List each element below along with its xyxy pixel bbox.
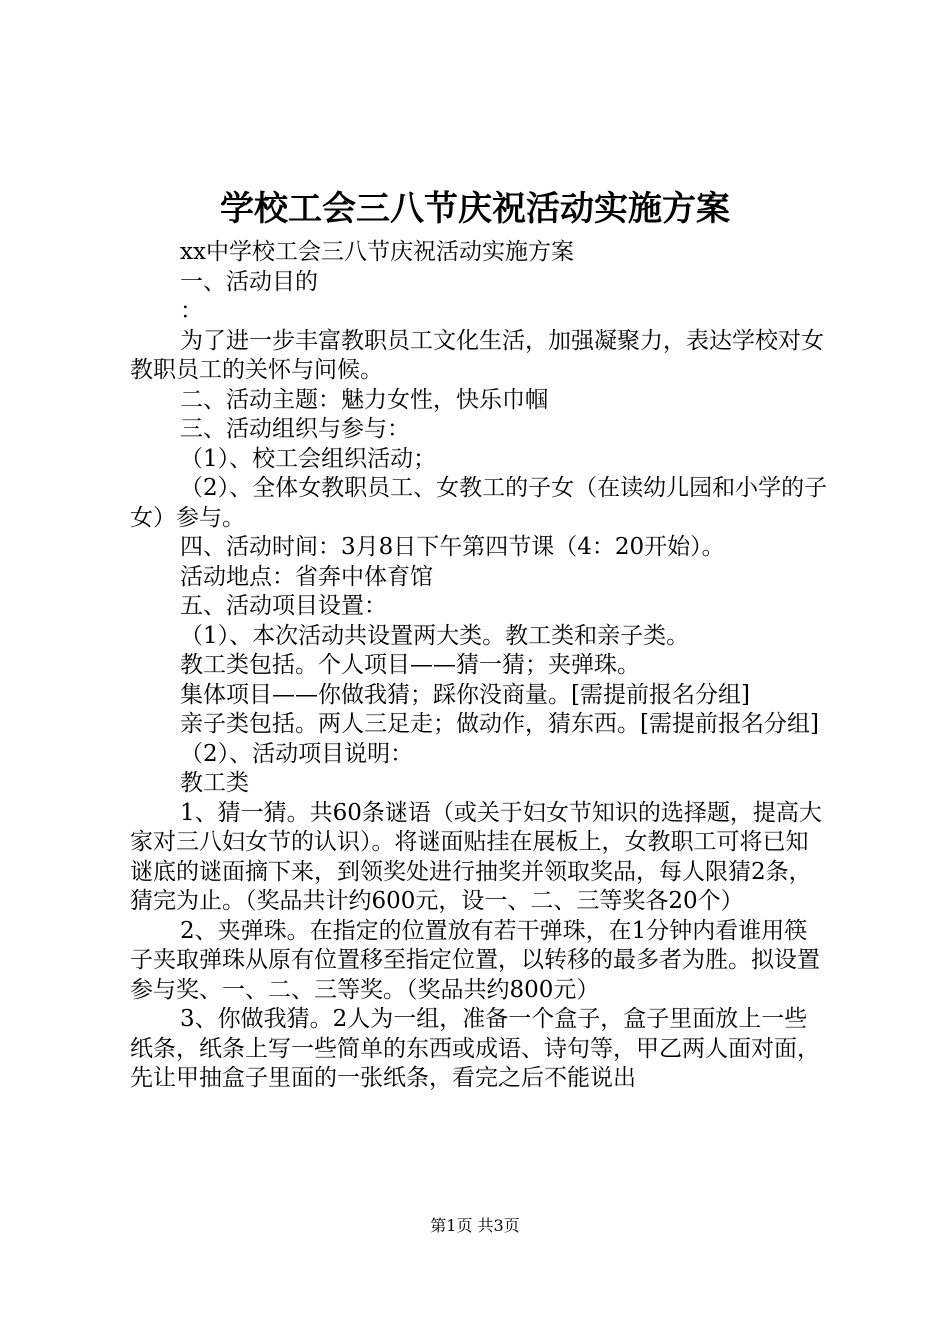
section-heading: 二、活动主题：魅力女性，快乐巾帼 (180, 386, 548, 413)
section-heading: 四、活动时间：3月8日下午第四节课（4：20开始）。 (180, 534, 725, 560)
paragraph: 教工类 (180, 770, 249, 796)
paragraph: （2）、活动项目说明： (180, 740, 414, 767)
paragraph: （2）、全体女教职员工、女教工的子女（在读幼儿园和小学的子女）参与。 (130, 475, 828, 531)
section-heading: 一、活动目的 (180, 268, 318, 295)
paragraph: 3、你做我猜。2人为一组，准备一个盒子，盒子里面放上一些纸条，纸条上写一些简单的东西或成语、诗句等，甲乙两人面对面，先让甲抽盒子里面的一张纸条，看完之后不能说出 (130, 1006, 820, 1091)
paragraph: 集体项目——你做我猜；踩你没商量。[需提前报名分组] (180, 681, 750, 708)
paragraph: 亲子类包括。两人三足走；做动作，猜东西。[需提前报名分组] (180, 711, 819, 737)
section-heading: 五、活动项目设置： (180, 593, 387, 619)
document-body (130, 238, 830, 1094)
paragraph: 教工类包括。个人项目——猜一猜；夹弹珠。 (180, 652, 640, 678)
paragraph: （1）、校工会组织活动； (180, 445, 437, 472)
paragraph: 1、猜一猜。共60条谜语（或关于妇女节知识的选择题，提高大家对三八妇女节的认识）。将谜面贴挂在展板上，女教职工可将已知谜底的谜面摘下来，到领奖处进行抽奖并领取奖品，每人限猜2条，猜完为止。（奖品共计约600元，设一、二、三等奖各20个） (130, 799, 822, 914)
paragraph: xx中学校工会三八节庆祝活动实施方案 (180, 239, 574, 265)
paragraph: （1）、本次活动共设置两大类。教工类和亲子类。 (180, 622, 690, 649)
paragraph: 为了进一步丰富教职员工文化生活，加强凝聚力，表达学校对女教职员工的关怀与问候。 (130, 327, 824, 383)
paragraph: 活动地点：省奔中体育馆 (180, 563, 433, 590)
page-footer: 第1页 共3页 (430, 1216, 520, 1235)
paragraph: 2、夹弹珠。在指定的位置放有若干弹珠，在1分钟内看谁用筷子夹取弹珠从原有位置移至指定位置，以转移的最多者为胜。拟设置参与奖、一、二、三等奖。（奖品共约800元） (130, 917, 820, 1003)
document-title: 学校工会三八节庆祝活动实施方案 (220, 189, 730, 229)
paragraph: ： (180, 298, 203, 324)
section-heading: 三、活动组织与参与： (180, 416, 410, 442)
